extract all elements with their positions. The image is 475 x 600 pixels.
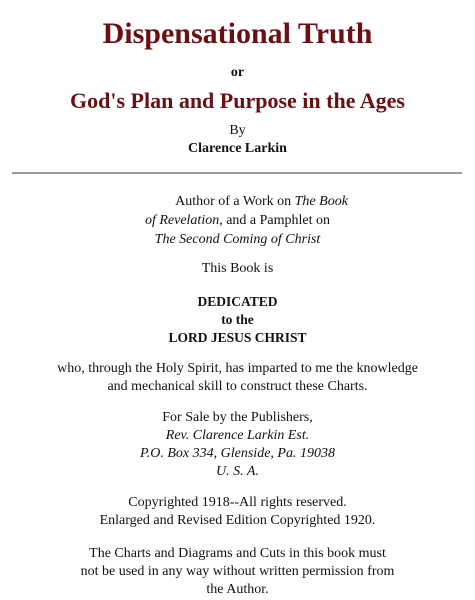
title-conjunction: or [230, 65, 245, 80]
publisher-line-2: Rev. Clarence Larkin Est. [165, 428, 310, 443]
other-works [0, 192, 475, 249]
permission-line-3: the Author. [206, 582, 269, 597]
copyright-notice [0, 494, 475, 530]
author-name: Clarence Larkin [188, 141, 287, 156]
statement-line-1: who, through the Holy Spirit, has imparted to me the knowledge [57, 361, 418, 376]
permission-line-1: The Charts and Diagrams and Cuts in this book must [89, 546, 386, 561]
publisher-line-1: For Sale by the Publishers, [162, 410, 313, 425]
publisher-line-4: U. S. A. [216, 464, 259, 479]
dedication-line-2: to the [221, 312, 254, 327]
statement-line-2: and mechanical skill to construct these Charts. [107, 379, 368, 394]
dedication-line-3: LORD JESUS CHRIST [168, 330, 307, 345]
byline-label: By [229, 123, 246, 138]
permission-line-2: not be used in any way without written permission from [80, 564, 395, 579]
dedication-statement [0, 360, 475, 396]
dedication-intro: This Book is [201, 261, 274, 276]
other-works-line-1: Author of a Work on The Book [175, 194, 348, 209]
copyright-line-1: Copyrighted 1918--All rights reserved. [128, 495, 347, 510]
permission-notice [0, 545, 475, 599]
dedication [0, 293, 475, 347]
publisher-info [0, 409, 475, 481]
other-works-line-2: of Revelation, and a Pamphlet on [144, 213, 331, 228]
publisher-line-3: P.O. Box 334, Glenside, Pa. 19038 [140, 446, 335, 461]
book-title: Dispensational Truth [102, 17, 373, 50]
dedication-line-1: DEDICATED [197, 294, 278, 309]
copyright-line-2: Enlarged and Revised Edition Copyrighted 1920. [99, 513, 376, 528]
book-subtitle: God's Plan and Purpose in the Ages [70, 88, 405, 113]
divider-rule [12, 172, 462, 174]
other-works-line-3: The Second Coming of Christ [154, 232, 321, 247]
